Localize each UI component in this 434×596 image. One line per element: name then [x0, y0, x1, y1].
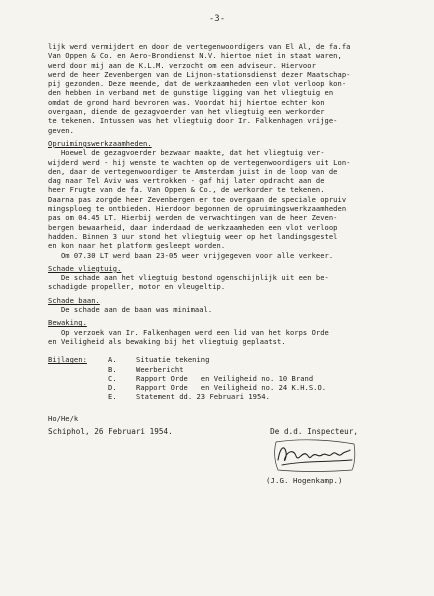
section-opruiming-line: dag naar Tel Aviv was vertrokken - gaf hij later opdracht aan de: [48, 176, 325, 186]
attachment-text: Statement dd. 23 Februari 1954.: [136, 392, 270, 402]
section-opruiming-line: wijderd werd - hij wenste te wachten op de vertegenwoordigers uit Lon-: [48, 157, 351, 167]
intro-line: den hebben in verband met de gunstige ligging van het vliegtuig en: [48, 88, 334, 98]
attachment-row: [48, 383, 420, 392]
attachment-letter: D.: [108, 383, 117, 393]
document-body: [48, 42, 420, 486]
section-schade-baan-text: [48, 305, 420, 314]
attachment-text: Rapport Orde en Veiligheid no. 24 K.H.S.O.: [136, 383, 327, 393]
section-bewaking-line: Op verzoek van Ir. Falkenhagen werd een lid van het korps Orde: [48, 327, 329, 337]
section-opruiming-line: pas om 04.45 LT. Hierbij werden de verwachtingen van de heer Zeven-: [48, 213, 338, 223]
reference-code: Ho/He/k: [48, 413, 79, 423]
signature-block: [48, 436, 420, 486]
section-bewaking-line: en Veiligheid als bewaking bij het vliegtuig geplaatst.: [48, 336, 286, 346]
section-bewaking-text: [48, 328, 420, 347]
intro-paragraph: [48, 42, 420, 135]
handwritten-signature: [272, 438, 356, 472]
attachment-letter: C.: [108, 373, 117, 383]
attachment-letter: B.: [108, 364, 117, 374]
section-opruiming-line: en kon naar het platform gesleept worden.: [48, 241, 226, 251]
section-schade_vliegtuig-line: schadigde propeller, motor en vleugeltip.: [48, 282, 226, 292]
section-opruiming-line: Hoewel de gezagvoerder bezwaar maakte, dat het vliegtuig ver-: [48, 148, 325, 158]
page-number: -3-: [208, 14, 226, 24]
intro-line: omdat de grond hard bevroren was. Voordat hij hiertoe echter kon: [48, 97, 325, 107]
section-heading-schade-vliegtuig: Schade vliegtuig.: [48, 263, 122, 273]
section-heading-bewaking: Bewaking.: [48, 318, 87, 328]
intro-line: werd de heer Zevenbergen van de Lijnon-stationsdienst dezer Maatschap-: [48, 69, 351, 79]
section-opruiming-line: bergen bewaarheid, daar inderdaad de werkzaamheden een vlot verloop: [48, 222, 338, 232]
attachment-row: [48, 392, 420, 401]
intro-line: te tekenen. Intussen was het vliegtuig door Ir. Falkenhagen vrijge-: [48, 116, 338, 126]
signer-name: (J.G. Hogenkamp.): [266, 476, 343, 486]
section-heading-schade-baan: Schade baan.: [48, 295, 100, 305]
attachment-row: [48, 355, 420, 364]
attachments-list: [48, 355, 420, 401]
intro-line: geven.: [48, 125, 74, 135]
section-opruiming-line: heer Frugte van de fa. Van Oppen & Co., de werkorder te tekenen.: [48, 185, 325, 195]
attachments-title: Bijlagen:: [48, 355, 87, 365]
section-opruiming-line: mingsploeg te ontbieden. Hierdoor begonnen de opruimingswerkzaamheden: [48, 204, 347, 214]
place-date: Schiphol, 26 Februari 1954.: [48, 426, 173, 436]
attachment-row: [48, 374, 420, 383]
signature-line: [48, 427, 420, 436]
attachment-letter: A.: [108, 355, 117, 365]
attachment-text: Rapport Orde en Veiligheid no. 10 Brand: [136, 373, 314, 383]
section-opruiming-line: Daarna pas zorgde heer Zevenbergen er toe overgaan de speciale opruiv: [48, 194, 347, 204]
intro-line: Van Oppen & Co. en Aero-Brondienst N.V. hiertoe niet in staat waren,: [48, 51, 342, 61]
intro-line: pij gezonden. Deze meende, dat de werkzaamheden een vlot verloop kon-: [48, 79, 347, 89]
intro-line: werd door mij aan de K.L.M. verzocht om een adviseur. Hiervoor: [48, 60, 316, 70]
attachment-text: Weerbericht: [136, 364, 184, 374]
attachment-text: Situatie tekening: [136, 355, 210, 365]
attachment-letter: E.: [108, 392, 117, 402]
section-schade_baan-line: De schade aan de baan was minimaal.: [48, 305, 213, 315]
intro-line: lijk werd vermijdert en door de vertegenwoordigers van El Al, de fa.fa: [48, 42, 351, 51]
signer-role: De d.d. Inspecteur,: [270, 426, 358, 436]
attachment-row: [48, 365, 420, 374]
section-opruiming-line: Om 07.30 LT werd baan 23-05 weer vrijgegeven voor alle verkeer.: [48, 250, 334, 260]
section-schade-vliegtuig-text: [48, 273, 420, 292]
intro-line: overgaan, diende de gezagvoerder van het vliegtuig een werkorder: [48, 107, 325, 117]
section-opruiming-line: hadden. Binnen 3 uur stond het vliegtuig weer op het landingsgestel: [48, 231, 338, 241]
section-opruiming-text: [48, 148, 420, 260]
section-heading-opruiming: Opruimingswerkzaamheden.: [48, 138, 152, 148]
section-schade_vliegtuig-line: De schade aan het vliegtuig bestond ogenschijnlijk uit een be-: [48, 273, 329, 283]
section-opruiming-line: den, daar de vertegenwoordiger te Amsterdam juist in de loop van de: [48, 166, 338, 176]
